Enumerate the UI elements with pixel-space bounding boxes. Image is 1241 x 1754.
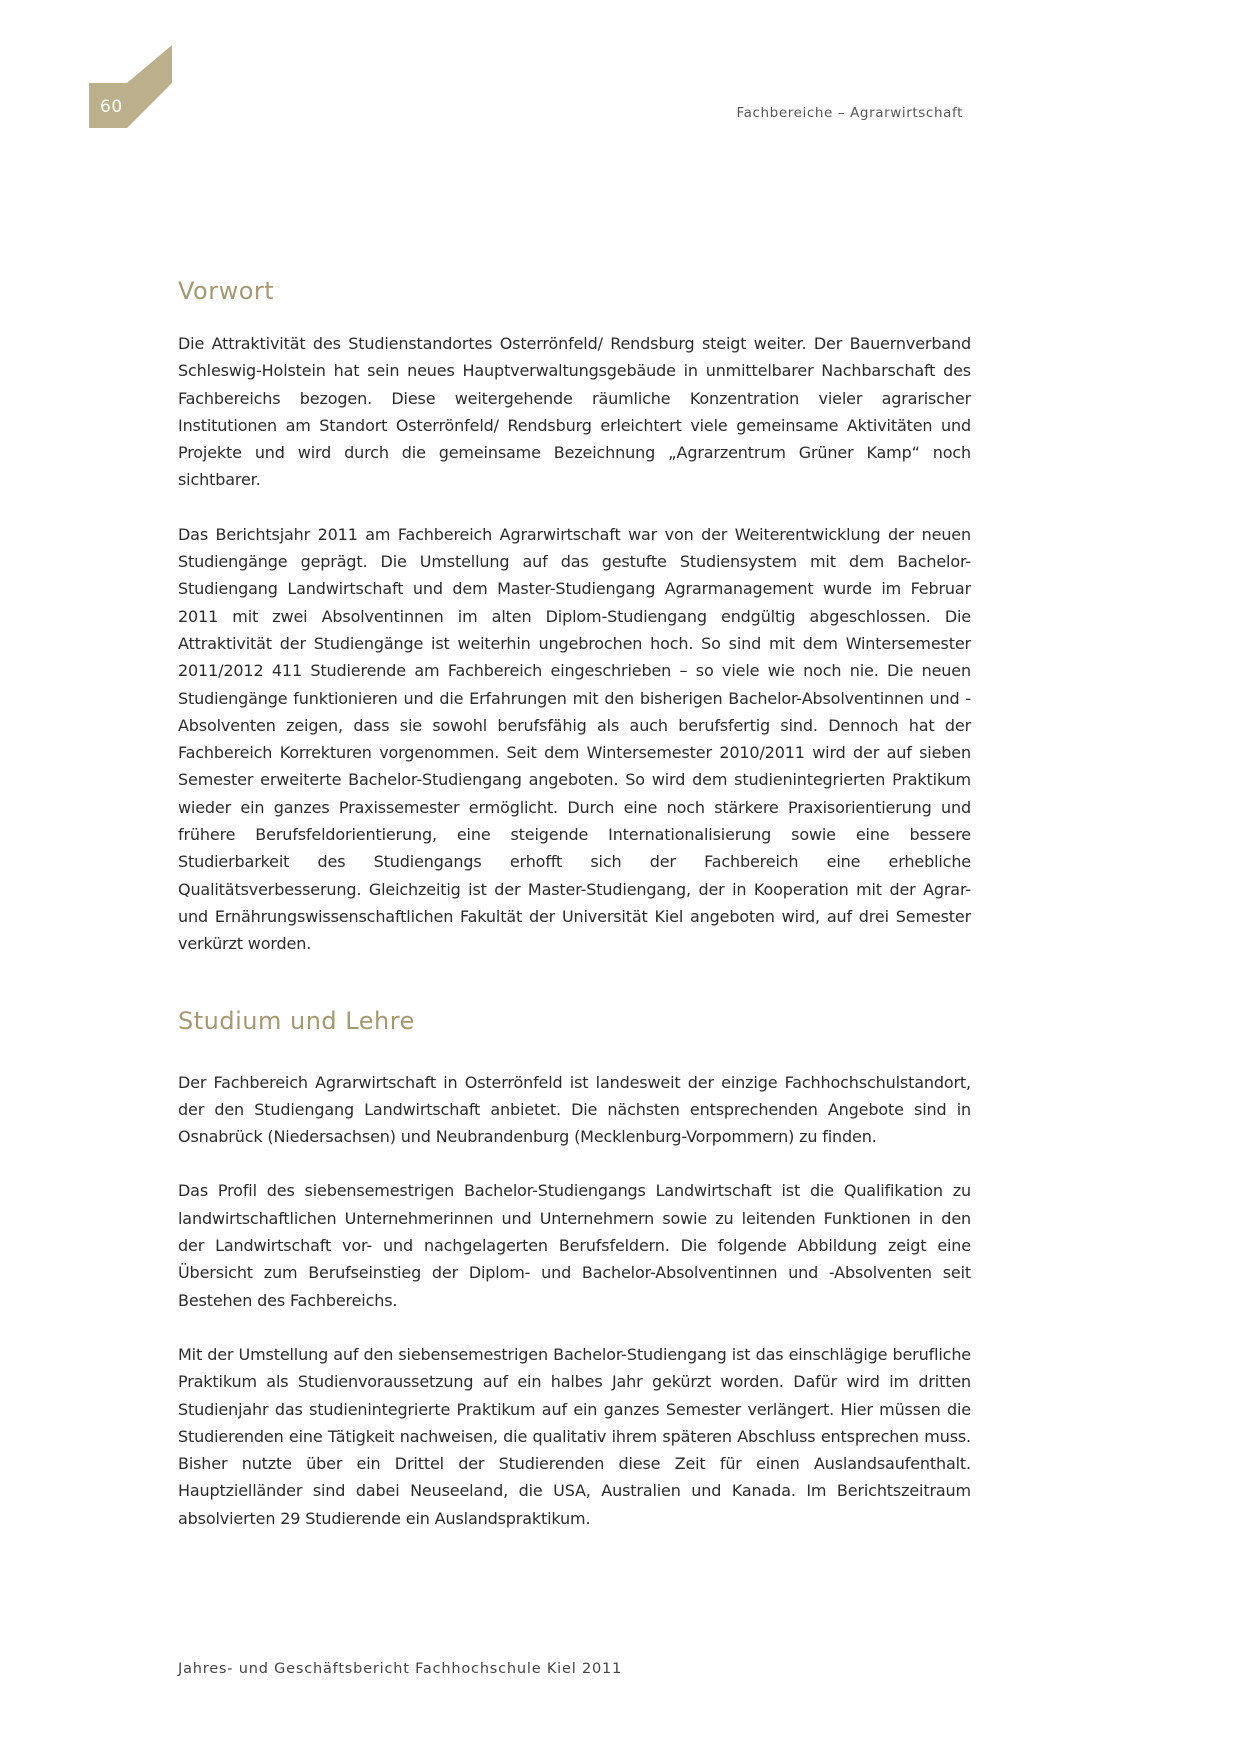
paragraph: Mit der Umstellung auf den siebensemestrigen Bachelor-Studiengang ist das einschlägige berufliche Praktikum als Studienvoraussetzung auf ein halbes Jahr gekürzt worden. Dafür wird im dritten Studienjahr das studienintegrierte Praktikum auf ein ganzes Semester verlängert. Hier müssen die Studierenden eine Tätigkeit nachweisen, die qualitativ ihrem späteren Abschluss entsprechen muss. Bisher nutzte über ein Drittel der Studierenden diese Zeit für einen Auslandsaufenthalt. Hauptzielländer sind dabei Neuseeland, die USA, Australien und Kanada. Im Berichtszeitraum absolvierten 29 Studierende ein Auslandspraktikum. — [178, 1344, 971, 1528]
main-content — [178, 274, 971, 1532]
page-footer: Jahres- und Geschäftsbericht Fachhochschule Kiel 2011 — [178, 1661, 623, 1677]
paragraph: Das Profil des siebensemestrigen Bachelor-Studiengangs Landwirtschaft ist die Qualifikation zu landwirtschaftlichen Unternehmerinnen und Unternehmern sowie zu leitenden Funktionen in den der Landwirtschaft vor- und nachgelagerten Berufsfeldern. Die folgende Abbildung zeigt eine Übersicht zum Berufseinstieg der Diplom- und Bachelor-Absolventinnen und -Absolventen seit Bestehen des Fachbereichs. — [178, 1181, 971, 1310]
paragraph: Die Attraktivität des Studienstandortes Osterrönfeld/ Rendsburg steigt weiter. Der Bauernverband Schleswig-Holstein hat sein neues Hauptverwaltungsgebäude in unmittelbarer Nachbarschaft des Fachbereichs bezogen. Diese weitergehende räumliche Konzentration vieler agrarischer Institutionen am Standort Osterrönfeld/ Rendsburg erleichtert viele gemeinsame Aktivitäten und Projekte und wird durch die gemeinsame Bezeichnung „Agrarzentrum Grüner Kamp“ noch sichtbarer. — [178, 334, 971, 490]
page-number: 60 — [100, 97, 123, 117]
section-heading-studium-und-lehre: Studium und Lehre — [178, 1006, 415, 1035]
paragraph: Der Fachbereich Agrarwirtschaft in Osterrönfeld ist landesweit der einzige Fachhochschulstandort, der den Studiengang Landwirtschaft anbietet. Die nächsten entsprechenden Angebote sind in Osnabrück (Niedersachsen) und Neubrandenburg (Mecklenburg-Vorpommern) zu finden. — [178, 1072, 971, 1147]
running-header: Fachbereiche – Agrarwirtschaft — [736, 105, 963, 121]
paragraph: Das Berichtsjahr 2011 am Fachbereich Agrarwirtschaft war von der Weiterentwicklung der neuen Studiengänge geprägt. Die Umstellung auf das gestufte Studiensystem mit dem Bachelor-Studiengang Landwirtschaft und dem Master-Studiengang Agrarmanagement wurde im Februar 2011 mit zwei Absolventinnen im alten Diplom-Studiengang endgültig abgeschlossen. Die Attraktivität der Studiengänge ist weiterhin ungebrochen hoch. So sind mit dem Wintersemester 2011/2012 411 Studierende am Fachbereich eingeschrieben – so viele wie noch nie. Die neuen Studiengänge funktionieren und die Erfahrungen mit den bisherigen Bachelor-Absolventinnen und -Absolventen zeigen, dass sie sowohl berufsfähig als auch berufsfertig sind. Dennoch hat der Fachbereich Korrekturen vorgenommen. Seit dem Wintersemester 2010/2011 wird der auf sieben Semester erweiterte Bachelor-Studiengang angeboten. So wird dem studienintegrierten Praktikum wieder ein ganzes Praxissemester ermöglicht. Durch eine noch stärkere Praxisorientierung und frühere Berufsfeldorientierung, eine steigende Internationalisierung sowie eine bessere Studierbarkeit des Studiengangs erhofft sich der Fachbereich eine erhebliche Qualitätsverbesserung. Gleichzeitig ist der Master-Studiengang, der in Kooperation mit der Agrar- und Ernährungswissenschaftlichen Fakultät der Universität Kiel angeboten wird, auf drei Semester verkürzt worden. — [178, 524, 971, 954]
section-heading-vorwort: Vorwort — [178, 277, 275, 305]
